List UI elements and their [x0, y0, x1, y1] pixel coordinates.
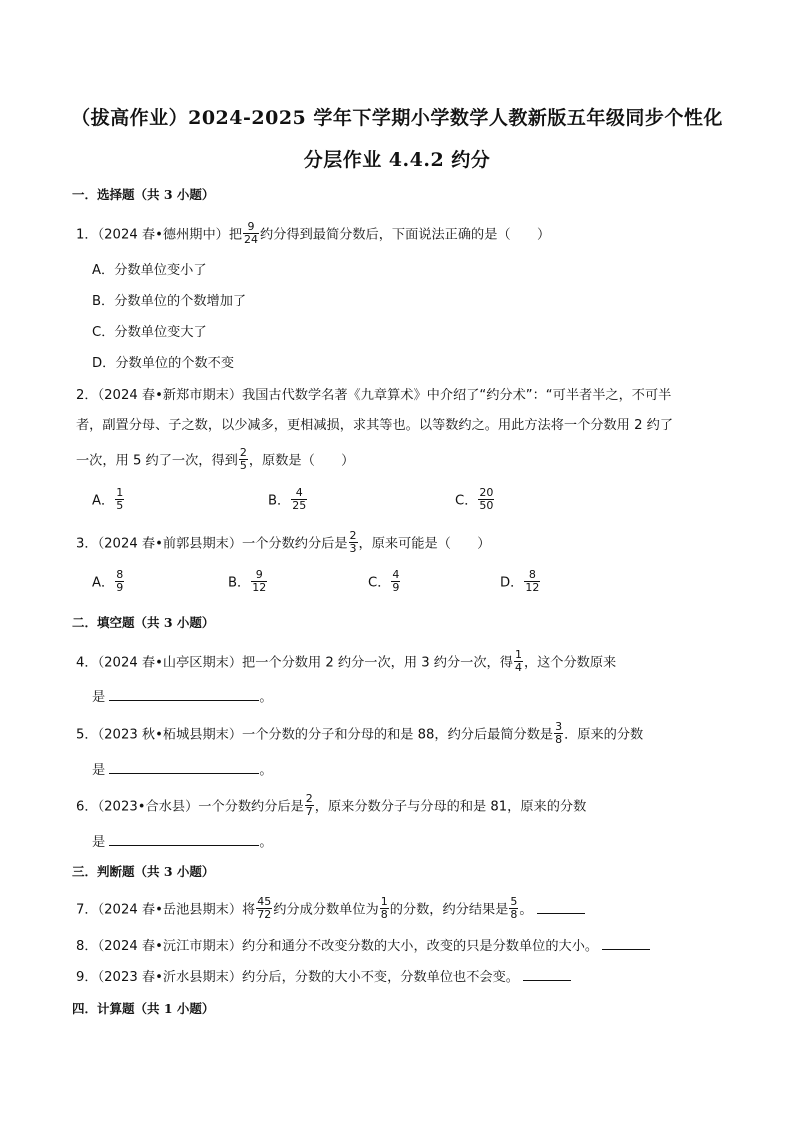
- q1-option-a[interactable]: A．分数单位变小了: [92, 263, 207, 278]
- fraction: $\frac{2}{3}$: [349, 529, 357, 555]
- question-2-line1: 2．（2024 春•新郑市期末）我国古代数学名著《九章算术》中介绍了“约分术”：“可半者半之，不可半: [76, 388, 672, 403]
- q2-option-c[interactable]: C． $\frac{20}{50}$: [455, 486, 494, 512]
- doc-title-line1: （拔高作业）2024-2025 学年下学期小学数学人教新版五年级同步个性化: [71, 107, 723, 129]
- q3-option-c[interactable]: C． $\frac{4}{9}$: [368, 568, 400, 594]
- section-judge-heading: 三．判断题（共 3 小题）: [72, 864, 215, 879]
- question-2-line2: 者，副置分母、子之数，以少减多，更相减损，求其等也。以等数约之。用此方法将一个分数用 2 约了: [76, 418, 674, 433]
- question-6: 6．（2023•合水县）一个分数约分后是 $\frac{2}{7}$ ，原来分数分子与分母的和是 81，原来的分数: [76, 792, 587, 818]
- q1-option-b[interactable]: B．分数单位的个数增加了: [92, 294, 247, 309]
- question-2-line3: 一次，用 5 约了一次，得到 $\frac{2}{5}$ ，原数是（ ）: [76, 446, 355, 472]
- fraction: $\frac{1}{8}$: [380, 895, 388, 921]
- q4-answer-blank[interactable]: [109, 688, 259, 701]
- q9-answer-blank[interactable]: [523, 968, 571, 981]
- section-fill-heading: 二．填空题（共 3 小题）: [72, 615, 215, 630]
- q7-answer-blank[interactable]: [537, 901, 585, 914]
- fraction: $\frac{45}{72}$: [257, 895, 272, 921]
- question-1: 1．（2024 春•德州期中）把 $\frac{9}{24}$ 约分得到最简分数后，下面说法正确的是（ ）: [76, 220, 551, 246]
- q6-answer-blank[interactable]: [109, 833, 259, 846]
- section-calc-heading: 四．计算题（共 1 小题）: [72, 1001, 215, 1016]
- q1-option-c[interactable]: C．分数单位变大了: [92, 325, 207, 340]
- fraction: $\frac{9}{24}$: [244, 220, 259, 246]
- fraction: $\frac{5}{8}$: [510, 895, 518, 921]
- q8-answer-blank[interactable]: [602, 937, 650, 950]
- question-9: 9．（2023 春•沂水县期末）约分后，分数的大小不变，分数单位也不会变。: [76, 966, 571, 985]
- question-5: 5．（2023 秋•柘城县期末）一个分数的分子和分母的和是 88，约分后最简分数是 $\frac{3}{8}$ ．原来的分数: [76, 720, 644, 746]
- question-7: 7．（2024 春•岳池县期末）将 $\frac{45}{72}$ 约分成分数单位为 $\frac{1}{8}$ 的分数，约分结果是 $\frac{5}{8}$ 。: [76, 897, 585, 922]
- fraction: $\frac{2}{5}$: [239, 446, 247, 472]
- q2-option-a[interactable]: A． $\frac{1}{5}$: [92, 486, 124, 512]
- fraction: $\frac{3}{8}$: [555, 720, 563, 746]
- q3-option-d[interactable]: D． $\frac{8}{12}$: [500, 568, 540, 594]
- question-4: 4．（2024 春•山亭区期末）把一个分数用 2 约分一次，用 3 约分一次，得 $\frac{1}{4}$ ，这个分数原来: [76, 648, 617, 674]
- fraction: $\frac{2}{7}$: [305, 792, 313, 818]
- q2-option-b[interactable]: B． $\frac{4}{25}$: [268, 486, 307, 512]
- section-choice-heading: 一．选择题（共 3 小题）: [72, 187, 215, 202]
- q3-option-b[interactable]: B． $\frac{9}{12}$: [228, 568, 267, 594]
- question-6-answer-line: 是 。: [92, 835, 273, 850]
- question-4-answer-line: 是 。: [92, 690, 273, 705]
- doc-title-line2: 分层作业 4.4.2 约分: [303, 149, 491, 171]
- q1-option-d[interactable]: D．分数单位的个数不变: [92, 356, 235, 371]
- q3-option-a[interactable]: A． $\frac{8}{9}$: [92, 568, 124, 594]
- question-8: 8．（2024 春•沅江市期末）约分和通分不改变分数的大小，改变的只是分数单位的大小。: [76, 935, 650, 954]
- question-3: 3．（2024 春•前郭县期末）一个分数约分后是 $\frac{2}{3}$ ，原来可能是（ ）: [76, 529, 491, 555]
- fraction: $\frac{1}{4}$: [514, 648, 522, 674]
- question-5-answer-line: 是 。: [92, 763, 273, 778]
- q5-answer-blank[interactable]: [109, 761, 259, 774]
